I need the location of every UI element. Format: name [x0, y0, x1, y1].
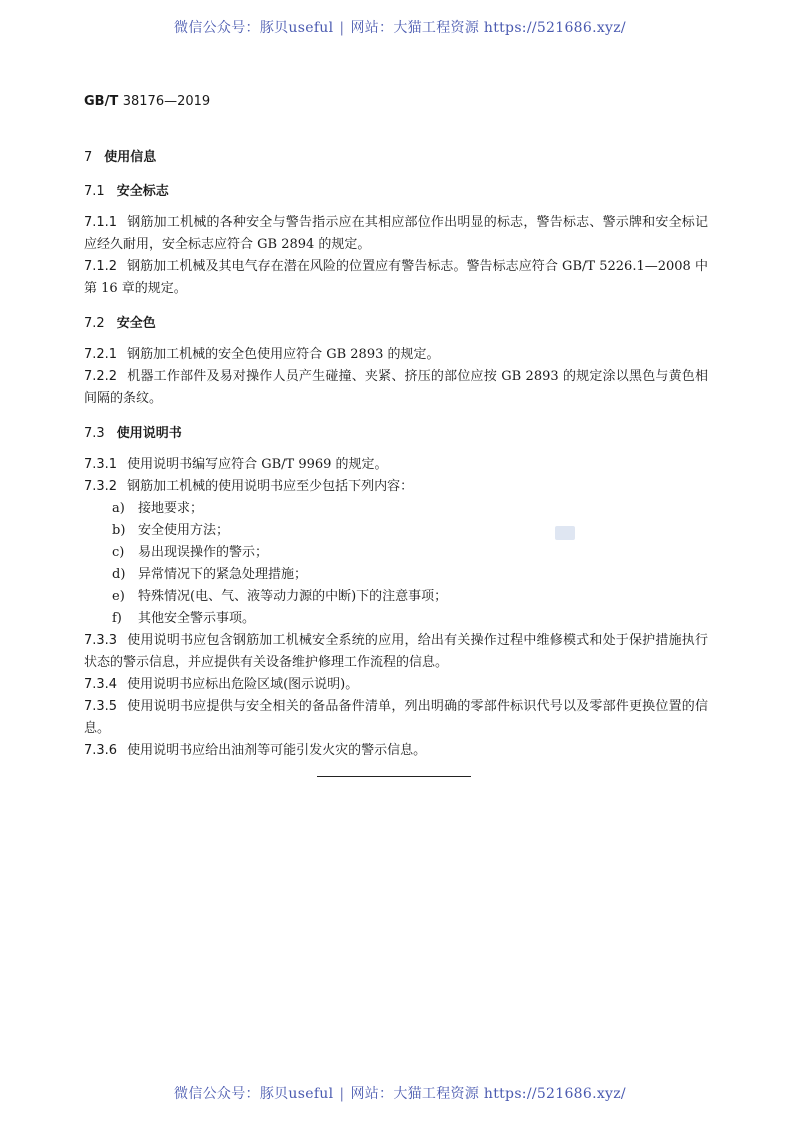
subsection-title: 安全色: [116, 316, 156, 331]
clause: [84, 740, 708, 762]
watermark-separator: |: [339, 20, 345, 36]
clause: [84, 366, 708, 410]
clause: [84, 630, 708, 674]
subsection-number: 7.1: [84, 184, 105, 199]
list-marker: a): [112, 501, 125, 516]
list-item: [84, 564, 708, 586]
clause: [84, 454, 708, 476]
clause-number: 7.3.3: [84, 633, 118, 648]
list-item-text: 易出现误操作的警示；: [138, 545, 269, 560]
list-marker: f): [112, 611, 122, 626]
standard-prefix: GB/T: [84, 94, 119, 109]
list-marker: b): [112, 523, 126, 538]
clause-text: 钢筋加工机械及其电气存在潜在风险的位置应有警告标志。警告标志应符合 GB/T 5226.1—2008 中第 16 章的规定。: [84, 259, 708, 296]
watermark-website: 网站：大猫工程资源 https://521686.xyz/: [350, 20, 626, 36]
list-item-text: 特殊情况(电、气、液等动力源的中断)下的注意事项；: [138, 589, 448, 604]
clause-text: 钢筋加工机械的安全色使用应符合 GB 2893 的规定。: [127, 347, 440, 362]
clause-number: 7.3.1: [84, 457, 118, 472]
clause-text: 使用说明书应包含钢筋加工机械安全系统的应用，给出有关操作过程中维修模式和处于保护措施执行状态的警示信息，并应提供有关设备维护修理工作流程的信息。: [84, 633, 708, 670]
clause: [84, 696, 708, 740]
subsection-title: 使用说明书: [116, 426, 182, 441]
list-item-text: 安全使用方法；: [138, 523, 230, 538]
watermark-wechat: 微信公众号：豚贝useful: [174, 20, 334, 36]
list-item: [84, 542, 708, 564]
section-heading: [84, 148, 708, 168]
clause-number: 7.3.4: [84, 677, 118, 692]
list-marker: c): [112, 545, 125, 560]
list-item: [84, 586, 708, 608]
section-title: 使用信息: [104, 150, 157, 165]
clause-number: 7.3.2: [84, 479, 118, 494]
list-marker: d): [112, 567, 126, 582]
list-item-text: 异常情况下的紧急处理措施；: [138, 567, 308, 582]
clause-text: 使用说明书应提供与安全相关的备品备件清单，列出明确的零部件标识代号以及零部件更换位置的信息。: [84, 699, 708, 736]
subsection-title: 安全标志: [116, 184, 169, 199]
clause: [84, 476, 708, 498]
list-marker: e): [112, 589, 125, 604]
list-item-text: 其他安全警示事项。: [138, 611, 256, 626]
clause-text: 使用说明书应给出油剂等可能引发火灾的警示信息。: [127, 743, 427, 758]
subsection-heading: [84, 424, 708, 444]
faint-logo-mark: [555, 526, 575, 540]
clause-number: 7.3.5: [84, 699, 118, 714]
clause: [84, 212, 708, 256]
end-of-document-rule: [317, 776, 471, 777]
subsection-heading: [84, 314, 708, 334]
watermark-bottom: [0, 1083, 800, 1103]
subsection-number: 7.3: [84, 426, 105, 441]
clause-text: 使用说明书编写应符合 GB/T 9969 的规定。: [127, 457, 388, 472]
content-list: [84, 498, 708, 630]
watermark-website: 网站：大猫工程资源 https://521686.xyz/: [350, 1086, 626, 1102]
subsection-heading: [84, 182, 708, 202]
standard-number: 38176—2019: [122, 94, 211, 109]
clause-number: 7.3.6: [84, 743, 118, 758]
clause-text: 使用说明书应标出危险区域(图示说明)。: [127, 677, 359, 692]
watermark-top: [0, 17, 800, 37]
clause-number: 7.2.1: [84, 347, 118, 362]
standard-code: [84, 94, 210, 109]
clause: [84, 256, 708, 300]
clause: [84, 674, 708, 696]
document-body: [84, 148, 708, 762]
list-item-text: 接地要求；: [138, 501, 204, 516]
clause-number: 7.2.2: [84, 369, 118, 384]
watermark-wechat: 微信公众号：豚贝useful: [174, 1086, 334, 1102]
clause-number: 7.1.1: [84, 215, 118, 230]
clause-number: 7.1.2: [84, 259, 118, 274]
watermark-separator: |: [339, 1086, 345, 1102]
clause-text: 钢筋加工机械的各种安全与警告指示应在其相应部位作出明显的标志，警告标志、警示牌和安全标记应经久耐用，安全标志应符合 GB 2894 的规定。: [84, 215, 708, 252]
subsection-number: 7.2: [84, 316, 105, 331]
list-item: [84, 520, 708, 542]
list-item: [84, 608, 708, 630]
clause-text: 机器工作部件及易对操作人员产生碰撞、夹紧、挤压的部位应按 GB 2893 的规定涂以黑色与黄色相间隔的条纹。: [84, 369, 708, 406]
section-number: 7: [84, 150, 93, 165]
list-item: [84, 498, 708, 520]
clause-text: 钢筋加工机械的使用说明书应至少包括下列内容：: [127, 479, 414, 494]
clause: [84, 344, 708, 366]
